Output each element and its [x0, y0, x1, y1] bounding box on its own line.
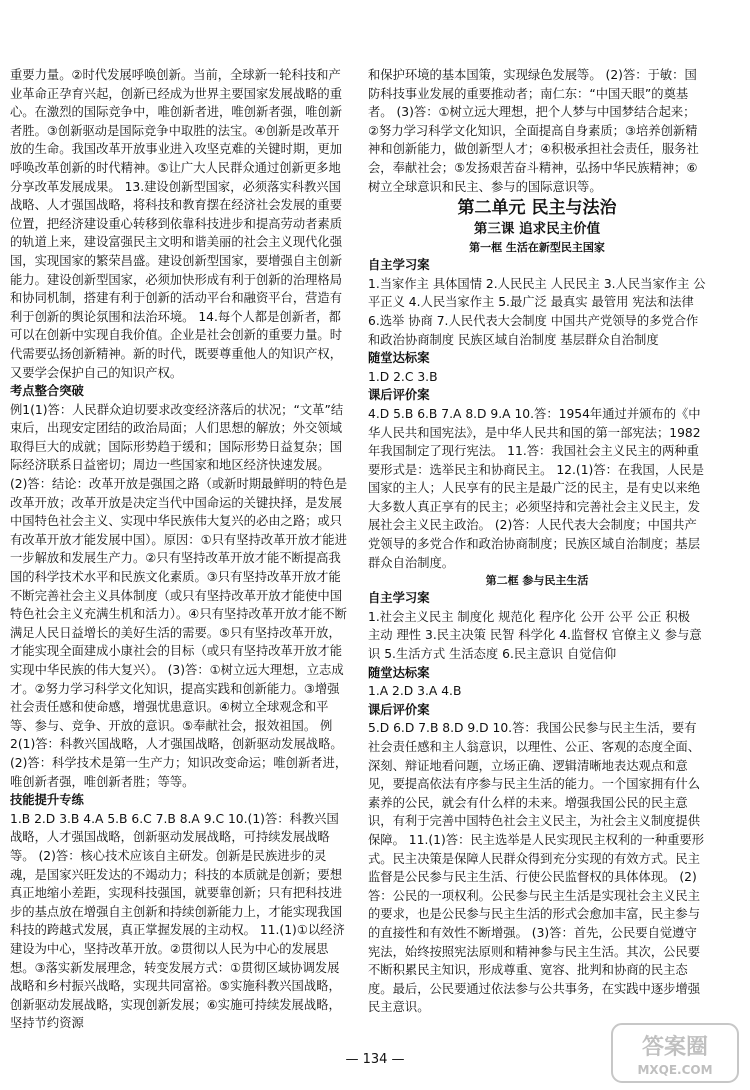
watermark-logo — [610, 1022, 740, 1084]
section-heading: 随堂达标案 — [368, 665, 430, 680]
paragraph: 5.D 6.D 7.B 8.D 9.D 10.答：我国公民参与民主生活，要有社会责任感和主人翁意识，以理性、公正、客观的态度全面、深刻、辩证地看问题，立场正确、逻辑清晰地表达观点和意见，要提高依法有序参与民主生活的能力。一个国家拥有什么素养的公民，就会有什么样的未来。增强我国公民的民主意识，有利于完善中国特色社会主义民主，为社会主义制度提供保障。 11.(1)答：民主选举是人民实现民主权利的一种重要形式。民主决策是保障人民群众得到充分实现的有效方式。民主监督是公民参与民主生活、行使公民监督权的具体体现。 (2)答：公民的一项权利。公民参与民主生活是实现社会主义民主的要求，也是公民参与民主生活的形式会愈加丰富，民主参与的直接性和有效性不断增强。 (3)答：首先，公民要自觉遵守宪法，始终按照宪法原则和精神参与民主生活。其次，公民要不断积累民主知识，形成尊重、宽容、批判和协商的民主态度。最后，公民要通过依法参与公共事务，在实践中逐步增强民主意识。 — [368, 721, 705, 1015]
paragraph: 1.当家作主 具体国情 2.人民民主 人民民主 3.人民当家作主 公平正义 4.人民当家作主 5.最广泛 最真实 最管用 宪法和法律 6.选举 协商 7.人民代表大会制度 中国共产党领导的多党合作和政治协商制度 民族区域自治制度 基层群众自治制度 — [368, 276, 706, 347]
section-heading: 课后评价案 — [368, 702, 430, 717]
section-heading: 课后评价案 — [368, 388, 430, 403]
paragraph: 1.B 2.D 3.B 4.A 5.B 6.C 7.B 8.A 9.C 10.(1)答：科教兴国战略，人才强国战略，创新驱动发展战略，可持续发展战略等。 (2)答：核心技术应该自主研发。创新是民族进步的灵魂，是国家兴旺发达的不竭动力；科技的本质就是创新；要想真正地缩小差距，实现科技强国，就要靠创新；只有把科技进步的基点放在增强自主创新和持续创新能力上，才能实现我国科技的跨越式发展，真正掌握发展的主动权。 11.(1)①以经济建设为中心，坚持改革开放。②贯彻以人民为中心的发展思想。③落实新发展理念，转变发展方式：①贯彻区域协调发展战略和乡村振兴战略，实现共同富裕。⑤实施科教兴国战略，创新驱动发展战略，实现创新发展；⑥实施可持续发展战略，坚持节约资源 — [10, 811, 345, 1031]
section-heading: 自主学习案 — [368, 591, 430, 606]
svg-text:答案圈: 答案圈 — [641, 1035, 709, 1060]
svg-text:MXQE.COM: MXQE.COM — [637, 1063, 713, 1077]
paragraph: 1.A 2.D 3.A 4.B — [368, 684, 462, 699]
section-heading: 技能提升专练 — [10, 793, 84, 808]
paragraph: 1.D 2.C 3.B — [368, 369, 438, 384]
unit-title: 第二单元 民主与法治 — [457, 198, 617, 219]
page-number: — 134 — — [345, 1052, 405, 1067]
section-heading: 考点整合突破 — [10, 384, 84, 399]
section-heading: 随堂达标案 — [368, 351, 430, 366]
frame-title: 第一框 生活在新型民主国家 — [469, 241, 605, 255]
paragraph: 例1(1)答：人民群众迫切要求改变经济落后的状况；“文革”结束后，出现安定团结的政治局面；人们思想的解放；外交领域取得巨大的成就；国际形势趋于缓和；国际形势日益复杂；国际经济联系日益密切；周边一些国家和地区经济快速发展。 (2)答：结论：改革开放是强国之路（或新时期最鲜明的特色是改革开放；改革开放是决定当代中国命运的关键抉择，是发展中国特色社会主义、实现中华民族伟大复兴的必由之路；或只有改革开放才能发展中国）。原因：①只有坚持改革开放才能进一步解放和发展生产力。②只有坚持改革开放才能不断提高我国的科学技术水平和民族文化素质。③只有坚持改革开放才能不断完善社会主义具体制度（或只有坚持改革开放才能使中国特色社会主义充满生机和活力）。④只有坚持改革开放才能不断满足人民日益增长的美好生活的需要。⑤只有坚持改革开放，才能实现全面建成小康社会的目标（或只有坚持改革开放才能实现中华民族的伟大复兴）。 (3)答：①树立远大理想，立志成才。②努力学习科学文化知识，提高实践和创新能力。③增强社会责任感和使命感，增强忧患意识。④树立全球观念和平等、参与、竞争、开放的意识。⑤奉献社会，报效祖国。 例2(1)答：科教兴国战略，人才强国战略，创新驱动发展战略。 (2)答：科学技术是第一生产力；知识改变命运；唯创新者进，唯创新者强，唯创新者胜；等等。 — [10, 402, 348, 789]
section-heading: 自主学习案 — [368, 258, 430, 273]
paragraph: 4.D 5.B 6.B 7.A 8.D 9.A 10.答：1954年通过并颁布的《中华人民共和国宪法》，是中华人民共和国的第一部宪法；1982年我国制定了现行宪法。 11.答：我国社会主义民主的两种重要形式是：选举民主和协商民主。 12.(1)答：在我国，人民是国家的主人；人民享有的民主是最广泛的民主，是有史以来绝大多数人真正享有的民主；必须坚持和完善社会主义民主，发展社会主义民主政治。 (2)答：人民代表大会制度；中国共产党领导的多党合作和政治协商制度；民族区域自治制度；基层群众自治制度。 — [368, 406, 705, 570]
paragraph: 和保护环境的基本国策，实现绿色发展等。 (2)答：于敏：国防科技事业发展的重要推动者；南仁东：“中国天眼”的奠基者。 (3)答：①树立远大理想，把个人梦与中国梦结合起来；②努力学习科学文化知识，全面提高自身素质；③培养创新精神和创新能力，做创新型人才；④积极承担社会责任，服务社会，奉献社会；⑤发扬艰苦奋斗精神，弘扬中华民族精神；⑥树立全球意识和民主、参与的国际意识等。 — [368, 68, 699, 194]
left-column — [10, 66, 348, 1033]
frame-title: 第二框 参与民主生活 — [485, 574, 589, 588]
lesson-title: 第三课 追求民主价值 — [473, 221, 601, 238]
right-column — [368, 66, 706, 1017]
paragraph: 重要力量。②时代发展呼唤创新。当前，全球新一轮科技和产业革命正孕育兴起，创新已经成为世界主要国家发展战略的重心。在激烈的国际竞争中，唯创新者进，唯创新者强，唯创新者胜。③创新驱动是国际竞争中取胜的法宝。④创新是改革开放的生命。我国改革开放事业进入攻坚克难的关键时期，更加呼唤改革创新的时代精神。⑤让广大人民群众通过创新更多地分享改革发展成果。 13.建设创新型国家，必须落实科教兴国战略、人才强国战略，将科技和教育摆在经济社会发展的重要位置，把经济建设重心转移到依靠科技进步和提高劳动者素质的轨道上来，建设富强民主文明和谐美丽的社会主义现代化强国，实现国家的繁荣昌盛。建设创新型国家，要增强自主创新能力。建设创新型国家，必须加快形成有利于创新的治理格局和协同机制，搭建有利于创新的活动平台和融资平台，营造有利于创新的舆论氛围和法治环境。 14.每个人都是创新者，都可以在创新中实现自我价值。企业是社会创新的重要力量。时代需要弘扬创新精神。新的时代，既要尊重他人的知识产权，又要学会保护自己的知识产权。 — [10, 68, 343, 380]
paragraph: 1.社会主义民主 制度化 规范化 程序化 公开 公平 公正 积极 主动 理性 3.民主决策 民智 科学化 4.监督权 官僚主义 参与意识 5.生活方式 生活态度 6.民主意识 自觉信仰 — [368, 609, 702, 662]
